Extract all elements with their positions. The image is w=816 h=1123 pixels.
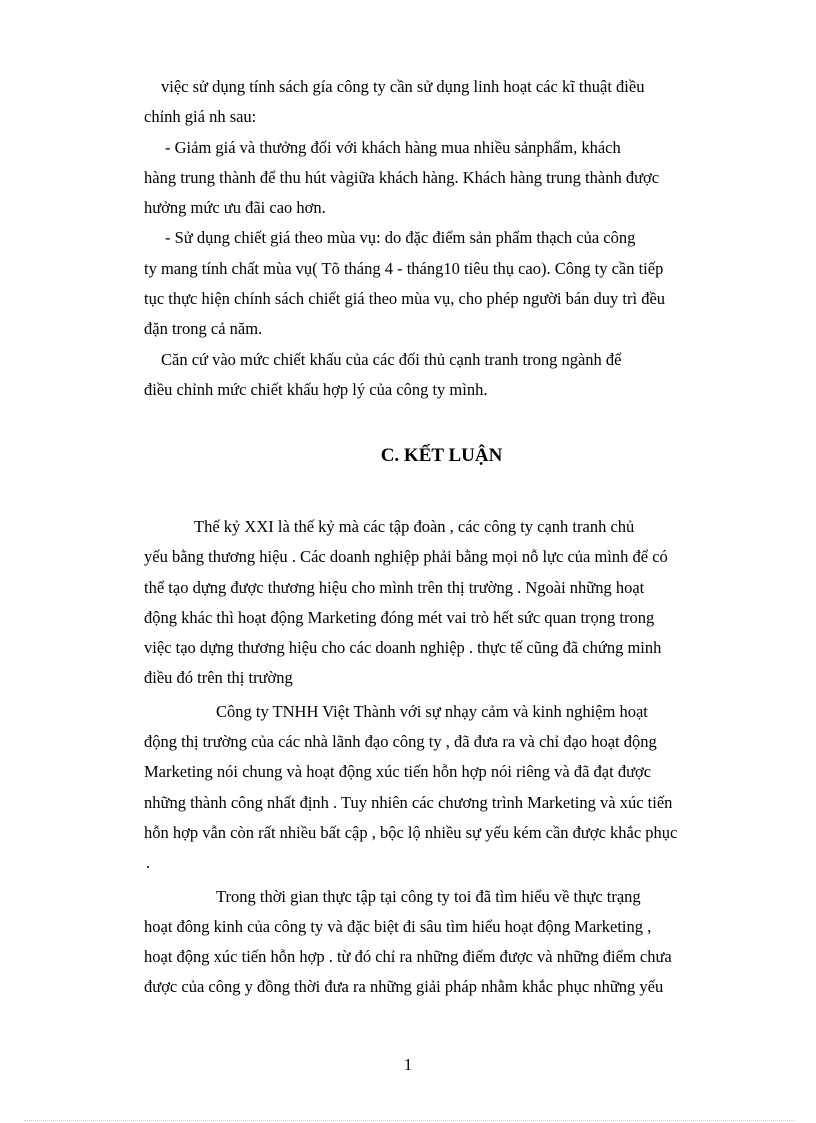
text-line: yếu bằng thương hiệu . Các doanh nghiệp phải bằng mọi nỗ lực của mình để có: [144, 547, 668, 567]
text-line: điều chỉnh mức chiết khấu hợp lý của công ty mình.: [144, 379, 488, 399]
text-line: hoạt đông kinh của công ty và đặc biệt đi sâu tìm hiểu hoạt động Marketing ,: [144, 916, 652, 936]
text-line: hỗn hợp vẫn còn rất nhiều bất cập , bộc lộ nhiều sự yếu kém cần được khắc phục: [144, 822, 678, 842]
text-line: Trong thời gian thực tập tại công ty toi đã tìm hiểu về thực trạng: [216, 886, 641, 906]
pricing-section: [144, 72, 739, 405]
text-line: hưởng mức ưu đãi cao hơn.: [144, 198, 326, 218]
section-heading: C. KẾT LUẬN: [380, 445, 503, 466]
page-bottom-divider: [24, 1120, 794, 1121]
text-line: đặn trong cả năm.: [144, 319, 263, 339]
text-line: Thế kỷ XXI là thế kỷ mà các tập đoàn , các công ty cạnh tranh chủ: [194, 517, 635, 536]
text-line: điều đó trên thị trường: [144, 668, 293, 688]
text-line: được của công y đồng thời đưa ra những giải pháp nhằm khắc phục những yếu: [144, 977, 664, 997]
text-line: Công ty TNHH Việt Thành với sự nhạy cảm và kinh nghiệm hoạt: [216, 701, 648, 721]
text-line: chỉnh giá nh sau:: [144, 107, 257, 127]
text-line: tục thực hiện chính sách chiết giá theo mùa vụ, cho phép người bán duy trì đều: [144, 289, 666, 309]
text-line: động thị trường của các nhà lãnh đạo công ty , đã đưa ra và chỉ đạo hoạt động: [144, 732, 657, 752]
text-line: việc sử dụng tính sách gía công ty cần sử dụng linh hoạt các kĩ thuật điều: [161, 77, 645, 96]
text-line: việc tạo dựng thương hiệu cho các doanh nghiệp . thực tế cũng đã chứng minh: [144, 638, 662, 658]
text-line: .: [146, 853, 151, 873]
text-line: hàng trung thành để thu hút vàgiữa khách hàng. Khách hàng trung thành được: [144, 167, 660, 187]
text-line: Marketing nói chung và hoạt động xúc tiến hỗn hợp nói riêng và đã đạt được: [144, 762, 652, 782]
text-line: Căn cứ vào mức chiết khấu của các đối thủ cạnh tranh trong ngành để: [161, 349, 622, 369]
list-item-seasonal: - Sử dụng chiết giá theo mùa vụ: do đặc điểm sản phẩm thạch của công: [165, 228, 636, 248]
conclusion-section: [144, 512, 739, 1003]
text-line: động khác thì hoạt động Marketing đóng mét vai trò hết sức quan trọng trong: [144, 607, 655, 627]
text-line: những thành công nhất định . Tuy nhiên các chương trình Marketing và xúc tiến: [144, 792, 673, 812]
text-line: hoạt động xúc tiến hỗn hợp . từ đó chỉ ra những điểm được và những điểm chưa: [144, 947, 672, 967]
text-line: ty mang tính chất mùa vụ( Tõ tháng 4 - tháng10 tiêu thụ cao). Công ty cần tiếp: [144, 258, 664, 278]
page-number: 1: [403, 1055, 413, 1074]
list-item-discount: - Giảm giá và thưởng đối với khách hàng mua nhiều sảnphẩm, khách: [165, 137, 621, 157]
text-line: thể tạo dựng được thương hiệu cho mình trên thị trường . Ngoài những hoạt: [144, 577, 645, 597]
